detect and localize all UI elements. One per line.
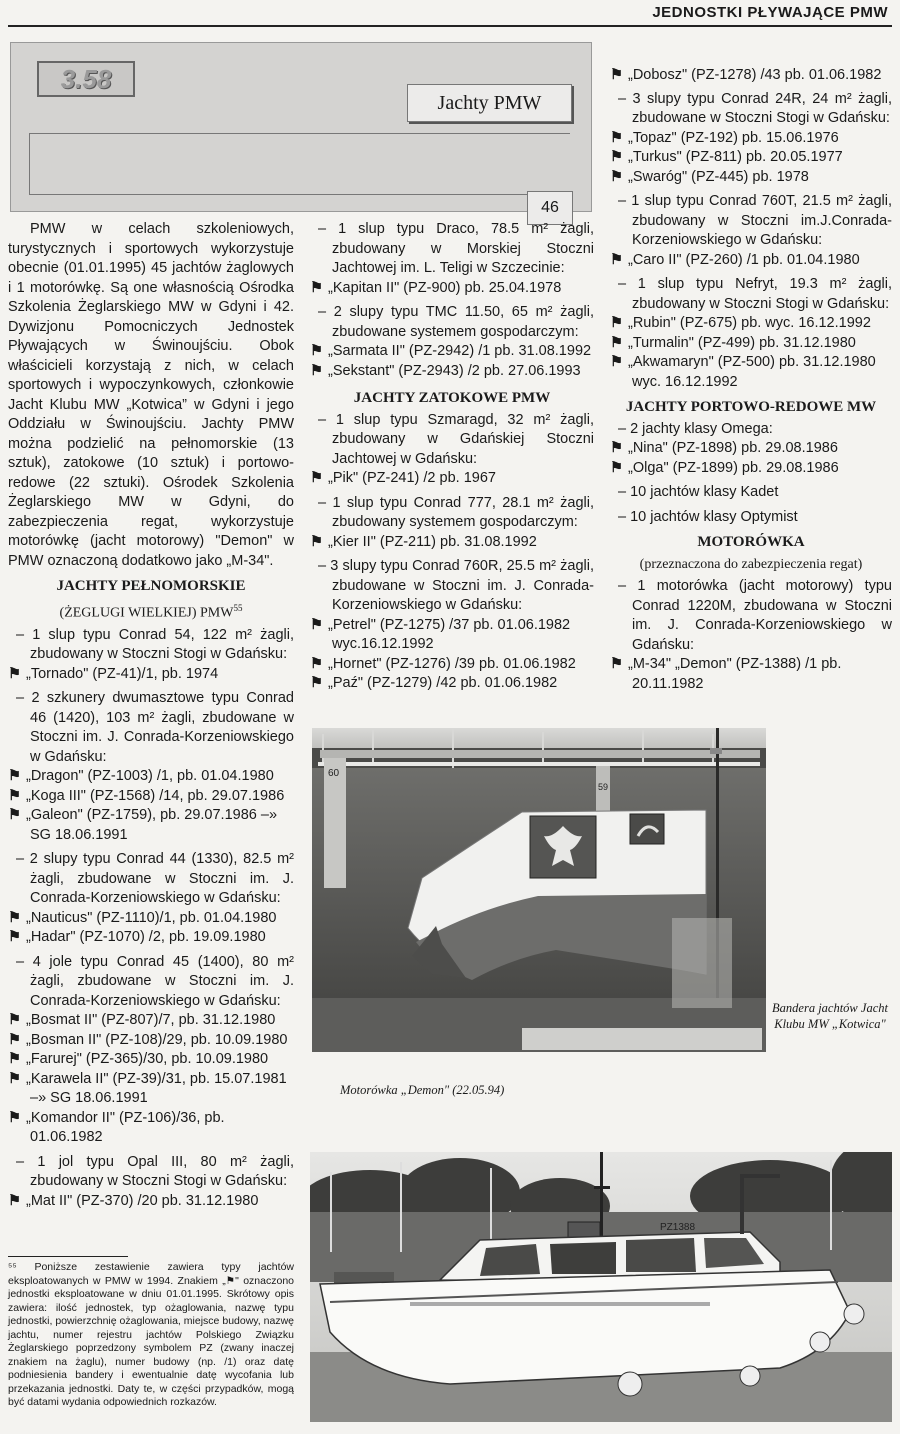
chapter-number: 3.58 [37,61,135,97]
flag-icon: ⚑ [310,675,323,691]
yacht-entry [8,1031,294,1051]
entry-list-ocean [8,626,294,1212]
flag-icon: ⚑ [8,665,21,682]
yacht-name: „Bosman II" (PZ-108)/29, pb. 10.09.1980 [26,1031,288,1048]
flag-icon: ⚑ [8,909,21,926]
flag-icon: ⚑ [8,1070,21,1087]
entry-list-motorboat [610,577,892,694]
yacht-entry [310,616,594,655]
yacht-name: „Mat II" (PZ-370) /20 pb. 31.12.1980 [26,1192,259,1209]
section-title-ocean: JACHTY PEŁNOMORSKIE [56,578,246,594]
column-3 [610,66,892,699]
yacht-group-description: – 1 slup typu Conrad 760T, 21.5 m² żagli, zbudowany w Stoczni im.J.Conrada-Korzeniowskiego w Gdańsku: [618,193,892,248]
yacht-name: „Kier II" (PZ-211) pb. 31.08.1992 [328,533,537,550]
yacht-group-description: – 1 jol typu Opal III, 80 m² żagli, zbudowany w Stoczni Stogi w Gdańsku: [16,1153,294,1190]
yacht-name: „Turmalin" (PZ-499) pb. 31.12.1980 [628,334,856,351]
flag-icon: ⚑ [610,656,623,672]
yacht-group-description: – 1 slup typu Draco, 78.5 m² żagli, zbudowany w Morskiej Stoczni Jachtowej im. L. Teligi w Szczecinie: [318,221,594,276]
banner-frame [29,133,570,195]
yacht-name: „Topaz" (PZ-192) pb. 15.06.1976 [628,129,839,146]
flag-photo-image [312,728,766,1052]
motorboat-photo [310,1152,892,1422]
flag-icon: ⚑ [310,616,323,633]
yacht-entry [310,362,594,382]
yacht-group [310,411,594,489]
entry-list-ocean-cont [310,220,594,381]
yacht-group-description: – 1 slup typu Conrad 54, 122 m² żagli, zbudowany w Stoczni Stogi w Gdańsku: [16,626,294,663]
yacht-entry [310,342,594,362]
yacht-group-description: – 2 szkunery dwumasztowe typu Conrad 46 (1420), 103 m² żagli, zbudowane w Stoczni im. J. Conrada-Korzeniowskiego w Gdańsku: [16,690,294,765]
column-2 [310,220,594,699]
flag-icon: ⚑ [8,1012,21,1029]
yacht-name: „Galeon" (PZ-1759), pb. 29.07.1986 –» SG 18.06.1991 [26,807,278,843]
yacht-group-description: – 2 jachty klasy Omega: [618,420,773,437]
chapter-banner [10,42,592,216]
yacht-name: „Turkus" (PZ-811) pb. 20.05.1977 [628,149,843,165]
yacht-group [8,953,294,1148]
yacht-name: „Kapitan II" (PZ-900) pb. 25.04.1978 [328,279,562,296]
motorboat-photo-image [310,1152,892,1422]
running-head: JEDNOSTKI PŁYWAJĄCE PMW [652,4,888,21]
post-label-59: 59 [598,782,609,792]
section-title-bay: JACHTY ZATOKOWE PMW [353,390,551,406]
flag-icon: ⚑ [310,279,323,296]
footnote-text: ⁵⁵ Poniższe zestawienie zawiera typy jachtów eksploatowanych w PMW w 1994. Znakiem „⚑" oznaczono jednostki eksploatowane w dniu 01.01.1995. Skrótowy opis zawiera: ilość jednostek, typ ożaglowania, nazwę typu jednostki, powierzchnię ożaglowania, miejsce budowy, nazwę jachtu, numer rejestru jachtów Polskiego Związku Żeglarskiego poprzedzony symbolem PZ (zwany inaczej znakiem na żaglu), numer budowy (np. /1) oraz datę podniesienia bandery i ewentualnie datę wycofania lub przekazania jednostki. Daty te, w części przypadków, mogą być datami wydania odpowiednich rozkazów. [8,1261,294,1408]
yacht-entry [8,1070,294,1109]
yacht-entry [8,909,294,929]
boat-photo-caption: Motorówka „Demon" (22.05.94) [340,1083,505,1097]
footnote [8,1256,294,1410]
yacht-group-description: – 1 slup typu Nefryt, 19.3 m² żagli, zbudowany w Stoczni Stogi w Gdańsku: [618,276,892,312]
flag-icon: ⚑ [610,67,623,83]
yacht-entry [8,767,294,787]
flag-icon: ⚑ [8,929,21,946]
flag-icon: ⚑ [310,343,323,359]
flag-icon: ⚑ [8,1109,21,1126]
flag-icon: ⚑ [310,362,323,379]
yacht-entry [610,129,892,149]
flag-icon: ⚑ [610,354,623,370]
yacht-entry [8,787,294,807]
yacht-group [610,90,892,188]
yacht-group [8,850,294,948]
yacht-entry [610,439,892,459]
yacht-group-description: – 2 slupy typu Conrad 44 (1330), 82.5 m² żagli, zbudowane w Stoczni im. J. Conrada-Korzeniowskiego w Gdańsku: [16,851,294,907]
yacht-name: „Koga III" (PZ-1568) /14, pb. 29.07.1986 [26,787,285,804]
yacht-group [610,192,892,270]
yacht-entry [8,1011,294,1031]
yacht-name: „Nauticus" (PZ-1110)/1, pb. 01.04.1980 [26,909,277,926]
flag-icon: ⚑ [8,768,21,785]
yacht-group-description: – 2 slupy typu TMC 11.50, 65 m² żagli, zbudowane systemem gospodarczym: [318,304,594,340]
yacht-name: „Hadar" (PZ-1070) /2, pb. 19.09.1980 [26,929,266,946]
yacht-group [310,494,594,553]
footnote-rule [8,1256,128,1257]
yacht-group-description: – 10 jachtów klasy Kadet [618,484,779,500]
yacht-entry [8,665,294,685]
section-subtitle-text: (ŻEGLUGI WIELKIEJ) PMW [59,605,234,621]
chapter-title: Jachty PMW [407,84,572,122]
flag-icon: ⚑ [8,1031,21,1048]
section-title-motorboat: MOTORÓWKA [697,534,805,550]
yacht-entry [610,251,892,271]
section-subtitle-ocean [8,599,294,623]
flag-icon: ⚑ [310,655,323,672]
yacht-group-description: – 10 jachtów klasy Optymist [618,508,798,525]
entry-list-harbour [610,420,892,528]
page-number: 46 [527,191,573,225]
yacht-name: „Hornet" (PZ-1276) /39 pb. 01.06.1982 [328,655,576,672]
yacht-entry [8,806,294,845]
yacht-name: „Olga" (PZ-1899) pb. 29.08.1986 [628,459,839,476]
section-subtitle-motorboat: (przeznaczona do zabezpieczenia regat) [639,556,863,572]
flag-photo [312,728,766,1052]
flag-icon: ⚑ [310,533,323,550]
yacht-group [610,508,892,528]
yacht-entry [8,928,294,948]
section-title-harbour: JACHTY PORTOWO-REDOWE MW [625,399,877,415]
yacht-name: „Sarmata II" (PZ-2942) /1 pb. 31.08.1992 [328,343,592,359]
yacht-name: „Petrel" (PZ-1275) /37 pb. 01.06.1982 wyc.16.12.1992 [328,616,571,652]
yacht-name: „Tornado" (PZ-41)/1, pb. 1974 [26,665,219,682]
yacht-entry [310,655,594,675]
entry-list-bay-cont [610,90,892,393]
yacht-group-description: – 3 slupy typu Conrad 760R, 25.5 m² żagli, zbudowane w Stoczni im. J. Conrada-Korzeniowskiego w Gdańsku: [318,558,594,613]
flag-icon: ⚑ [8,1192,21,1209]
yacht-entry [310,674,594,694]
yacht-entry [610,168,892,188]
flag-icon: ⚑ [610,251,623,268]
intro-paragraph: PMW w celach szkoleniowych, turystycznych i sportowych wykorzystuje obecnie (01.01.1995) 45 jachtów żaglowych i 1 motorówkę. Są one własnością Ośrodka Szkolenia Żeglarskiego MW w Gdyni i 42. Dywizjonu Pomocniczych Jednostek Pływających w Świnoujściu. Obok właścicieli korzystają z nich, w celach sportowych i wypoczynkowych, członkowie Jacht Klubu MW „Kotwica” w Gdyni i jego Oddziału w Świnoujściu. Jachty PMW można podzielić na pełnomorskie (13 sztuk), zatokowe (10 sztuk) i portowo-redowe (22 sztuki). Ośrodek Szkolenia Żeglarskiego MW w Gdyni, do zabezpieczenia regat, wykorzystuje motorówkę (jacht motorowy) "Demon" w PMW oznaczoną dodatkowo jako „M-34". [8,221,294,569]
flag-icon: ⚑ [610,459,623,476]
yacht-entry [610,66,892,86]
yacht-entry [8,1109,294,1148]
yacht-entry [310,279,594,299]
flag-icon: ⚑ [610,149,623,165]
yacht-entry [610,655,892,694]
yacht-name: „Akwamaryn" (PZ-500) pb. 31.12.1980 wyc. 16.12.1992 [628,354,876,390]
yacht-entry [610,334,892,354]
yacht-name: „Caro II" (PZ-260) /1 pb. 01.04.1980 [628,251,860,268]
yacht-entry [610,459,892,479]
yacht-group [310,303,594,381]
yacht-entry [310,533,594,553]
yacht-entry [8,1192,294,1212]
yacht-group [8,1153,294,1212]
post-label-60: 60 [328,768,340,779]
header-rule [8,25,892,27]
flag-icon: ⚑ [8,1051,21,1068]
yacht-name: „Paź" (PZ-1279) /42 pb. 01.06.1982 [328,675,558,691]
yacht-entry [310,469,594,489]
yacht-group [310,220,594,298]
flag-icon: ⚑ [610,440,623,456]
yacht-name: „Pik" (PZ-241) /2 pb. 1967 [328,470,496,486]
column-1 [8,220,294,1216]
yacht-group [8,689,294,845]
yacht-name: „Karawela II" (PZ-39)/31, pb. 15.07.1981 –» SG 18.06.1991 [26,1070,287,1107]
yacht-name: „Bosmat II" (PZ-807)/7, pb. 31.12.1980 [26,1012,276,1029]
yacht-group [8,626,294,685]
yacht-name: „Sekstant" (PZ-2943) /2 pb. 27.06.1993 [328,362,581,379]
yacht-name: „M-34" „Demon" (PZ-1388) /1 pb. 20.11.1982 [628,656,842,692]
yacht-name: „Nina" (PZ-1898) pb. 29.08.1986 [628,440,838,456]
yacht-entry [610,353,892,392]
yacht-group-description: – 1 slup typu Szmaragd, 32 m² żagli, zbudowany w Gdańskiej Stoczni Jachtowej w Gdańsku: [318,411,594,467]
yacht-group-description: – 1 motorówka (jacht motorowy) typu Conrad 1220M, zbudowana w Stoczni im. J. Conrada-Korzeniowskiego w Gdańsku: [618,578,892,653]
flag-icon: ⚑ [8,787,21,804]
yacht-entry [8,1050,294,1070]
yacht-group [310,557,594,694]
yacht-name: „Dragon" (PZ-1003) /1, pb. 01.04.1980 [26,768,274,785]
yacht-group [610,483,892,503]
hull-registration: PZ1388 [660,1222,696,1233]
entry-list-bay [310,411,594,694]
yacht-name: „Dobosz" (PZ-1278) /43 pb. 01.06.1982 [628,67,882,83]
yacht-group-description: – 1 slup typu Conrad 777, 28.1 m² żagli, zbudowany systemem gospodarczym: [318,494,594,530]
yacht-name: „Rubin" (PZ-675) pb. wyc. 16.12.1992 [628,315,871,331]
footnote-ref: 55 [233,602,243,613]
yacht-group [610,577,892,694]
flag-photo-caption: Bandera jachtów Jacht Klubu MW „Kotwica" [772,1001,888,1031]
yacht-entry [610,148,892,168]
yacht-group [610,420,892,479]
yacht-group-description: – 3 slupy typu Conrad 24R, 24 m² żagli, zbudowane w Stoczni Stogi w Gdańsku: [618,90,892,126]
flag-icon: ⚑ [610,129,623,146]
yacht-group-description: – 4 jole typu Conrad 45 (1400), 80 m² żagli, zbudowane w Stoczni im. J. Conrada-Korzeniowskiego w Gdańsku: [16,953,294,1009]
flag-icon: ⚑ [610,168,623,185]
yacht-name: „Farurej" (PZ-365)/30, pb. 10.09.1980 [26,1051,269,1068]
flag-icon: ⚑ [610,315,623,331]
yacht-name: „Komandor II" (PZ-106)/36, pb. 01.06.1982 [26,1109,225,1146]
page-header [0,0,900,30]
flag-icon: ⚑ [310,470,323,486]
yacht-group [610,275,892,392]
yacht-entry [610,314,892,334]
flag-icon: ⚑ [8,807,21,824]
yacht-name: „Swaróg" (PZ-445) pb. 1978 [628,168,809,185]
flag-icon: ⚑ [610,334,623,351]
